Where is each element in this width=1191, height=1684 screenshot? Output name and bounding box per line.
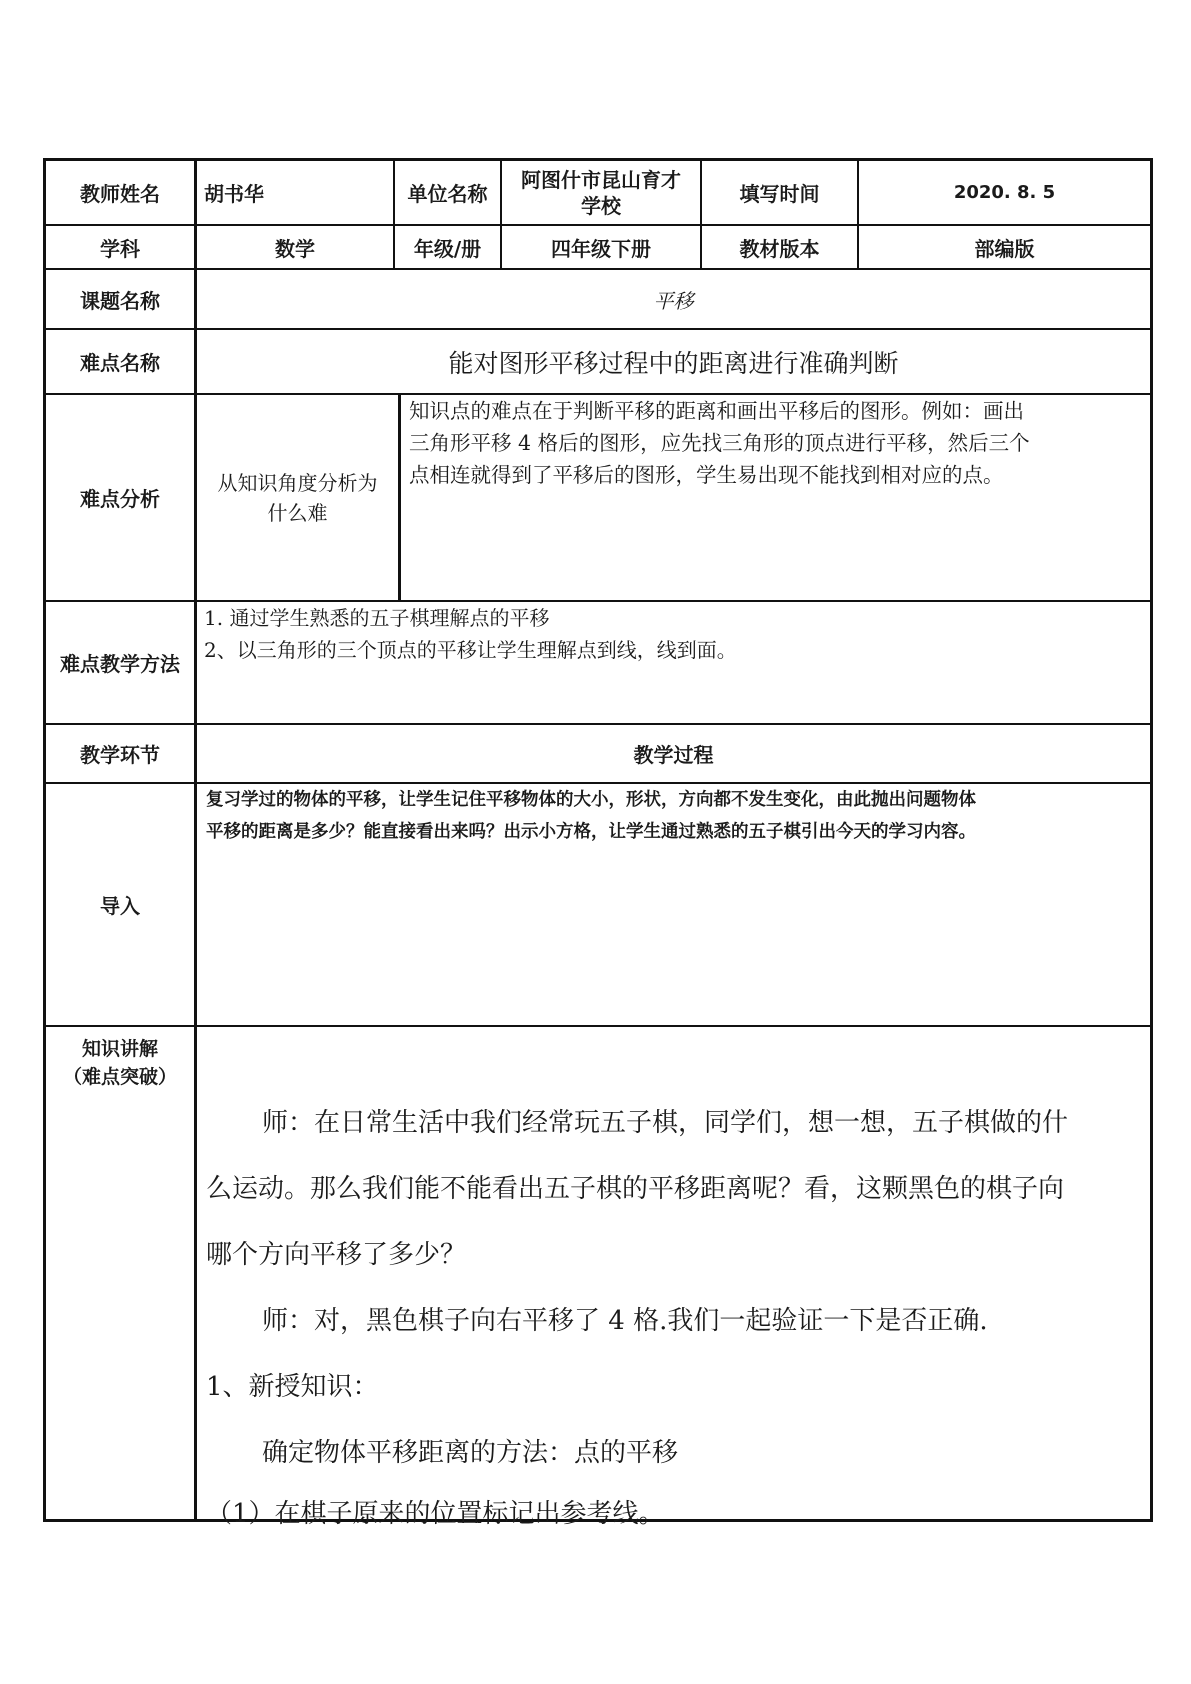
method-line1: 1. 通过学生熟悉的五子棋理解点的平移: [204, 606, 550, 630]
knowledge-paragraph: 么运动。那么我们能不能看出五子棋的平移距离呢？看，这颗黑色的棋子向: [206, 1174, 1065, 1204]
analysis-text-line1: 知识点的难点在于判断平移的距离和画出平移后的图形。例如：画出: [409, 399, 1024, 423]
fill-date-label: 填写时间: [739, 182, 820, 206]
grade-label: 年级/册: [413, 236, 482, 261]
topic-value: 平移: [653, 288, 694, 313]
intro-label: 导入: [100, 894, 140, 918]
fill-date-value: 2020. 8. 5: [953, 182, 1056, 203]
difficulty-label: 难点名称: [80, 351, 160, 375]
analysis-sub-label: [197, 395, 398, 600]
teacher-name-value: 胡书华: [204, 182, 264, 206]
knowledge-label-line2: （难点突破）: [62, 1066, 177, 1088]
unit-name-value: [502, 161, 700, 224]
process-header: 教学过程: [633, 743, 714, 767]
knowledge-label: [46, 1029, 194, 1089]
subject-label: 学科: [100, 236, 140, 261]
teacher-name-label: 教师姓名: [80, 182, 160, 206]
difficulty-value: 能对图形平移过程中的距离进行准确判断: [448, 348, 899, 378]
edition-label: 教材版本: [739, 236, 820, 261]
knowledge-paragraph: 师：对，黑色棋子向右平移了 4 格.我们一起验证一下是否正确.: [262, 1306, 988, 1336]
lesson-plan-table: [43, 158, 1153, 1529]
method-text: [204, 602, 1150, 723]
knowledge-paragraph: 师：在日常生活中我们经常玩五子棋，同学们，想一想，五子棋做的什: [262, 1108, 1069, 1138]
row-divider: [46, 1025, 1150, 1027]
knowledge-paragraph: 确定物体平移距离的方法：点的平移: [262, 1438, 679, 1468]
intro-text: [206, 784, 1150, 1025]
analysis-sub-label-line1: 从知识角度分析为: [217, 470, 378, 495]
analysis-sub-label-line2: 什么难: [267, 500, 328, 525]
analysis-text-line3: 点相连就得到了平移后的图形，学生易出现不能找到相对应的点。: [409, 463, 1004, 487]
knowledge-paragraph: （1）在棋子原来的位置标记出参考线。: [206, 1499, 665, 1529]
intro-line2: 平移的距离是多少？能直接看出来吗？出示小方格，让学生通过熟悉的五子棋引出今天的学习内容。: [206, 822, 976, 842]
unit-name-line2: 学校: [581, 193, 621, 218]
edition-value: 部编版: [974, 236, 1035, 261]
analysis-text-line2: 三角形平移 4 格后的图形，应先找三角形的顶点进行平移，然后三个: [409, 431, 1030, 455]
method-line2: 2、以三角形的三个顶点的平移让学生理解点到线，线到面。: [204, 638, 737, 662]
grade-value: 四年级下册: [551, 236, 651, 261]
knowledge-label-line1: 知识讲解: [81, 1038, 158, 1060]
subject-value: 数学: [275, 236, 315, 261]
unit-name-line1: 阿图什市昆山育才: [521, 167, 681, 192]
stage-header: 教学环节: [80, 743, 160, 767]
knowledge-paragraph: 哪个方向平移了多少？: [206, 1240, 467, 1270]
analysis-text: [409, 395, 1150, 600]
analysis-label: 难点分析: [80, 487, 160, 511]
method-label: 难点教学方法: [60, 652, 180, 676]
unit-name-label: 单位名称: [407, 182, 488, 206]
intro-line1: 复习学过的物体的平移，让学生记住平移物体的大小，形状，方向都不发生变化，由此抛出问题物体: [206, 790, 976, 810]
topic-label: 课题名称: [80, 288, 160, 313]
knowledge-paragraph: 1、新授知识：: [206, 1372, 379, 1402]
column-divider: [398, 393, 401, 600]
